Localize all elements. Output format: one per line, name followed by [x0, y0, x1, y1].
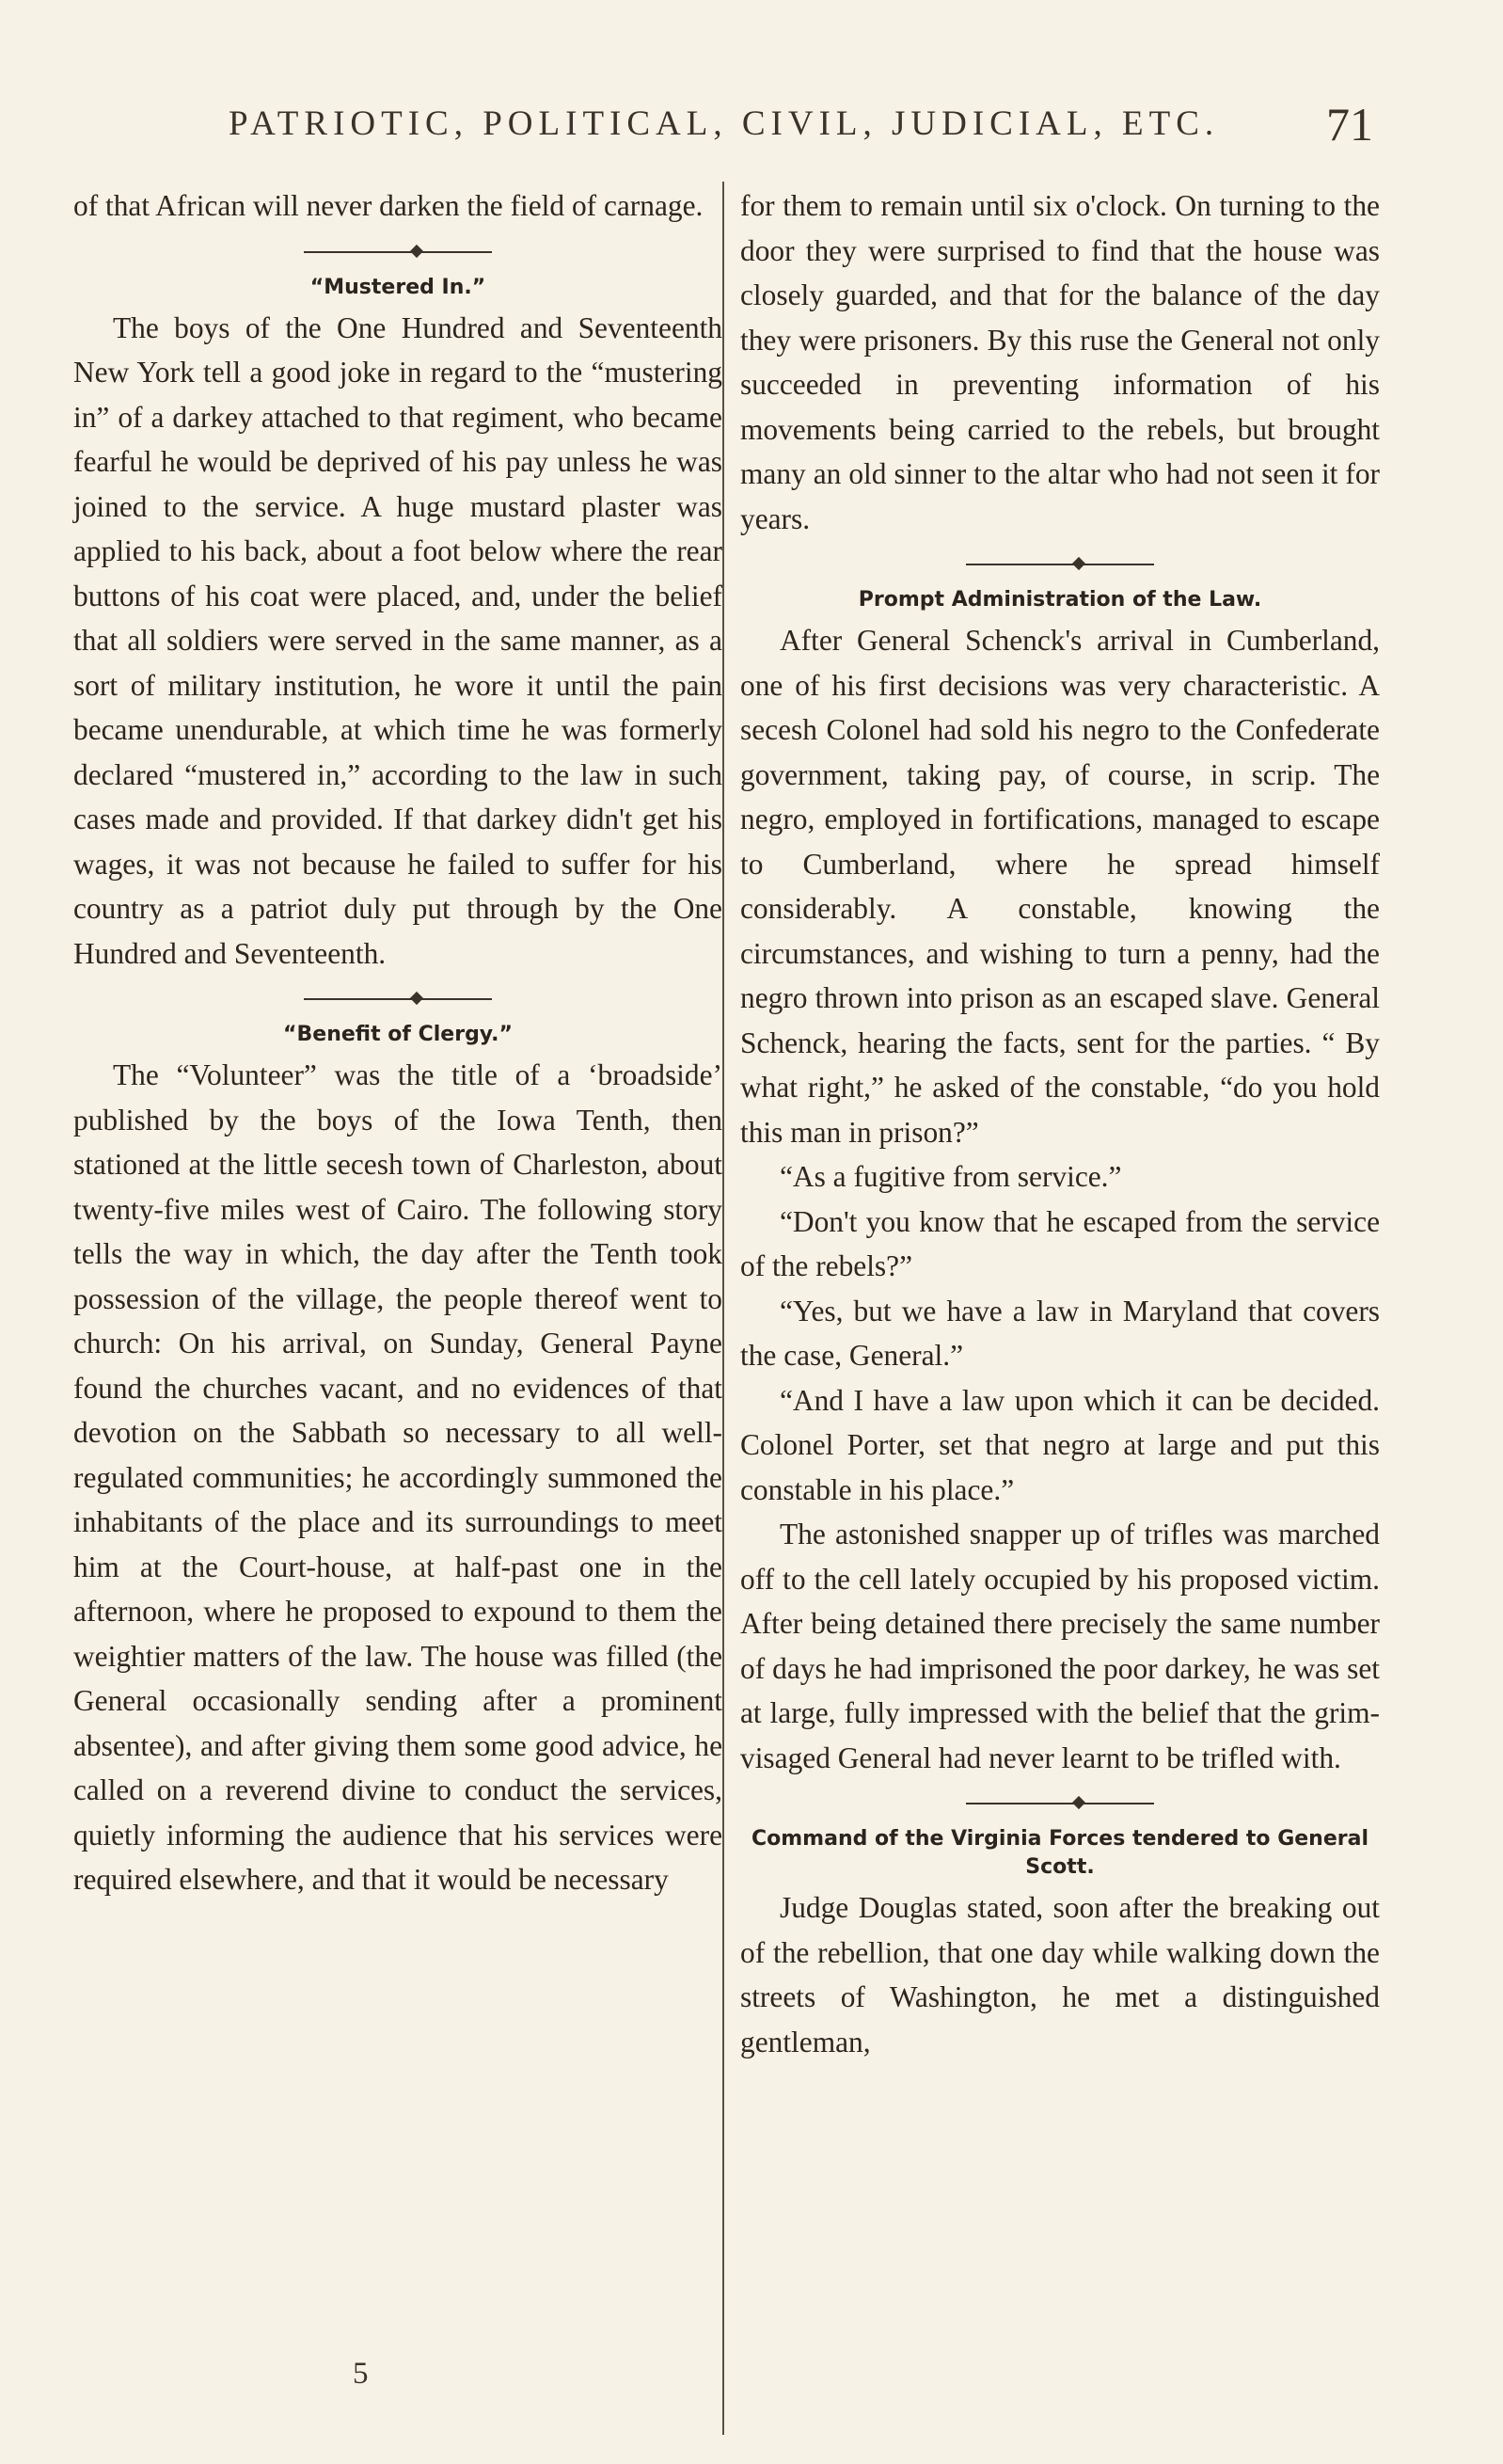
running-head: PATRIOTIC, POLITICAL, CIVIL, JUDICIAL, ETC.	[229, 104, 1220, 143]
story-paragraph: “Yes, but we have a law in Maryland that covers the case, General.”	[740, 1294, 1380, 1372]
story-heading-benefit-of-clergy: “Benefit of Clergy.”	[283, 1023, 513, 1046]
section-divider	[966, 1793, 1154, 1814]
story-paragraph: “As a fugitive from service.”	[780, 1160, 1122, 1193]
intro-text: of that African will never darken the field of carnage.	[73, 189, 704, 222]
continuation-text: for them to remain until six o'clock. On turning to the door they were surprised to find that the house was closely guarded, and that for the balance of the day they were prisoners. By this ruse the General not only succeeded in preventing information of his movements being carried to the rebels, but brought many an old sinner to the altar who had not seen it for years.	[740, 189, 1380, 535]
section-divider	[304, 989, 492, 1009]
story-text-mustered-in: The boys of the One Hundred and Seventeenth New York tell a good joke in regard to the “mustering in” of a darkey attached to that regiment, who became fearful he would be deprived of his pay unless he was joined to the service. A huge mustard plaster was applied to his back, about a foot below where the rear buttons of his coat were placed, and, under the belief that all soldiers were served in the same manner, as a sort of military institution, he wore it until the pain became unendurable, at which time he was formerly declared “mustered in,” according to the law in such cases made and provided. If that darkey didn't get his wages, it was not because he failed to suffer for his country as a patriot duly put through by the One Hundred and Seventeenth.	[73, 310, 722, 970]
right-column	[740, 183, 1380, 2064]
story-text-benefit-of-clergy: The “Volunteer” was the title of a ‘broadside’ published by the boys of the Iowa Tenth, then stationed at the little secesh town of Charleston, about twenty-five miles west of Cairo. The following story tells the way in which, the day after the Tenth took possession of the village, the people thereof went to church: On his arrival, on Sunday, General Payne found the churches vacant, and no evidences of that devotion on the Sabbath so necessary to all well-regulated communities; he accordingly summoned the inhabitants of the place and its surroundings to meet him at the Court-house, at half-past one in the afternoon, where he proposed to expound to them the weightier matters of the law. The house was filled (the General occasionally sending after a prominent absentee), and after giving them some good advice, he called on a reverend divine to conduct the services, quietly informing the audience that his services were required elsewhere, and that it would be necessary	[73, 1058, 722, 1896]
story-heading-prompt-administration: Prompt Administration of the Law.	[858, 588, 1262, 612]
page-number: 71	[1326, 98, 1373, 151]
story-heading-mustered-in: “Mustered In.”	[309, 275, 486, 299]
story-paragraph: The astonished snapper up of trifles was marched off to the cell lately occupied by his proposed victim. After being detained there precisely the same number of days he had imprisoned the poor darkey, he was set at large, fully impressed with the belief that the grim-visaged General had never learnt to be trifled with.	[740, 1518, 1380, 1774]
left-column	[73, 183, 722, 1902]
story-paragraph: “And I have a law upon which it can be decided. Colonel Porter, set that negro at large and put this constable in his place.”	[740, 1383, 1380, 1506]
story-heading-virginia-forces: Command of the Virginia Forces tendered to General Scott.	[751, 1827, 1369, 1879]
signature-mark: 5	[353, 2357, 369, 2391]
story-paragraph: After General Schenck's arrival in Cumberland, one of his first decisions was very characteristic. A secesh Colonel had sold his negro to the Confederate government, taking pay, of course, in scrip. The negro, employed in fortifications, managed to escape to Cumberland, where he spread himself considerably. A constable, knowing the circumstances, and wishing to turn a penny, had the negro thrown into prison as an escaped slave. General Schenck, hearing the facts, sent for the parties. “ By what right,” he asked of the constable, “do you hold this man in prison?”	[740, 624, 1380, 1149]
section-divider	[304, 242, 492, 262]
section-divider	[966, 554, 1154, 575]
story-text-virginia-forces: Judge Douglas stated, soon after the breaking out of the rebellion, that one day while walking down the streets of Washington, he met a distinguished gentleman,	[740, 1891, 1380, 2059]
column-rule	[722, 182, 724, 2435]
story-paragraph: “Don't you know that he escaped from the service of the rebels?”	[740, 1204, 1380, 1282]
